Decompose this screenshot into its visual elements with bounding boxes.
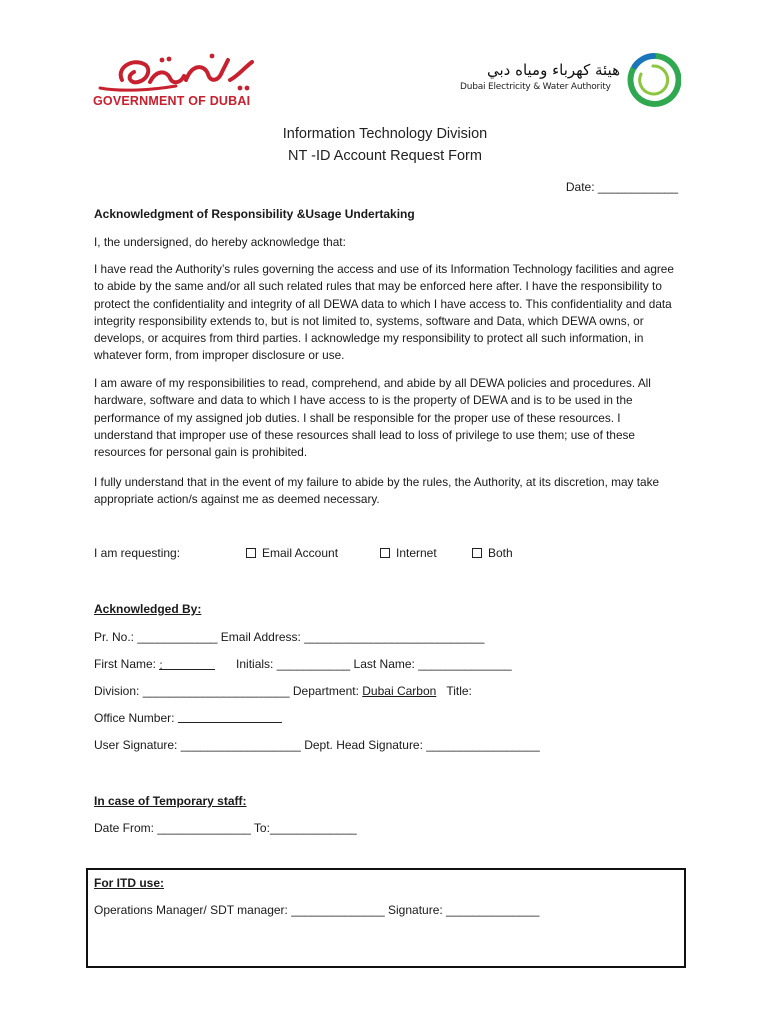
itd-use-box [86,868,686,968]
acknowledgment-paragraph-2: I am aware of my responsibilities to read, comprehend, and abide by all DEWA policies and procedures. All hardware, software and data to which I have access to is the property of DEWA and is to be used in the performance of my assigned job duties. I shall be responsible for the proper use of these resources. I understand that improper use of these resources shall lead to loss of privilege to use them; use of these resources for personal gain is prohibited. [94,376,651,460]
initials-label: Initials: [236,657,274,671]
division-field[interactable]: ______________________ [142,684,290,698]
email-account-label: Email Account [262,546,339,560]
internet-label: Internet [396,546,437,560]
request-label: I am requesting: [94,546,181,560]
date-to-field[interactable]: _____________ [269,821,357,835]
date-field[interactable] [566,180,678,194]
gov-english-name: GOVERNMENT OF DUBAI [93,94,251,108]
title-label: Title: [446,684,472,698]
both-checkbox[interactable] [472,548,482,558]
pr-no-email-row [94,630,484,644]
date-from-label: Date From: [94,821,155,835]
both-label: Both [488,546,513,560]
date-label: Date: [565,180,595,194]
acknowledgment-paragraph-3: I fully understand that in the event of my failure to abide by the rules, the Authority, at its discretion, may take appropriate action/s against me as deemed necessary. [94,475,660,507]
last-name-field[interactable]: ______________ [418,657,512,671]
form-title: NT -ID Account Request Form [288,148,482,164]
first-name-field[interactable] [159,658,215,670]
pr-no-field[interactable]: ____________ [137,630,218,644]
itd-signature-label: Signature: [388,903,443,917]
pr-no-label: Pr. No.: [94,630,135,644]
last-name-label: Last Name: [353,657,415,671]
acknowledgment-heading: Acknowledgment of Responsibility &Usage Undertaking [94,207,415,221]
office-number-label: Office Number: [94,711,175,725]
division-department-row [94,684,472,698]
dewa-english-name: Dubai Electricity & Water Authority [460,82,611,92]
email-account-option[interactable] [246,546,338,560]
dewa-logo [455,50,680,116]
email-account-checkbox[interactable] [246,548,256,558]
first-name-value: : [159,658,163,672]
office-number-field[interactable] [178,711,282,723]
itd-signature-row [94,903,539,917]
initials-field[interactable]: ___________ [276,657,351,671]
dewa-ring-icon [625,50,681,116]
user-signature-field[interactable]: __________________ [180,738,301,752]
acknowledgment-intro: I, the undersigned, do hereby acknowledge that: [94,235,346,249]
temporary-staff-heading: In case of Temporary staff: [94,794,247,808]
temporary-dates-row [94,821,357,835]
itd-use-heading: For ITD use: [94,876,165,890]
internet-option[interactable] [380,546,437,560]
office-number-row [94,711,282,725]
gov-arabic-calligraphy [92,50,262,94]
acknowledgment-paragraph-1: I have read the Authority’s rules governing the access and use of its Information Technology facilities and agree to abide by the same and/or all such related rules that may be enforced here after. I have the responsibility to protect the confidentiality and integrity of all DEWA data to which I have access to. This confidentiality and data integrity responsibility extends to, but is not limited to, systems, software and Data, which DEWA owns, or develops, or acquires from third parties. I acknowledge my responsibility to protect all such information, in whatever form, from improper disclosure or use. [94,262,674,363]
signature-row [94,738,540,752]
ops-manager-field[interactable]: ______________ [291,903,385,917]
email-address-field[interactable]: ___________________________ [304,630,485,644]
department-label: Department: [292,684,359,698]
acknowledged-by-heading: Acknowledged By: [94,602,202,616]
dewa-arabic-name: هيئة كهرباء ومياه دبي [486,61,620,79]
government-of-dubai-logo [92,50,262,108]
itd-signature-field[interactable]: ______________ [446,903,540,917]
first-name-label: First Name: [94,657,157,671]
request-type-row [94,546,694,564]
department-value[interactable]: Dubai Carbon [362,684,437,698]
division-title: Information Technology Division [282,126,488,142]
email-address-label: Email Address: [220,630,301,644]
internet-checkbox[interactable] [380,548,390,558]
date-blank: ____________ [597,180,678,194]
dept-head-signature-field[interactable]: _________________ [426,738,540,752]
division-label: Division: [94,684,140,698]
date-to-label: To: [253,821,270,835]
ops-manager-label: Operations Manager/ SDT manager: [94,903,288,917]
dept-head-signature-label: Dept. Head Signature: [304,738,423,752]
date-from-field[interactable]: ______________ [157,821,251,835]
user-signature-label: User Signature: [94,738,178,752]
name-row [94,657,512,671]
both-option[interactable] [472,546,513,560]
